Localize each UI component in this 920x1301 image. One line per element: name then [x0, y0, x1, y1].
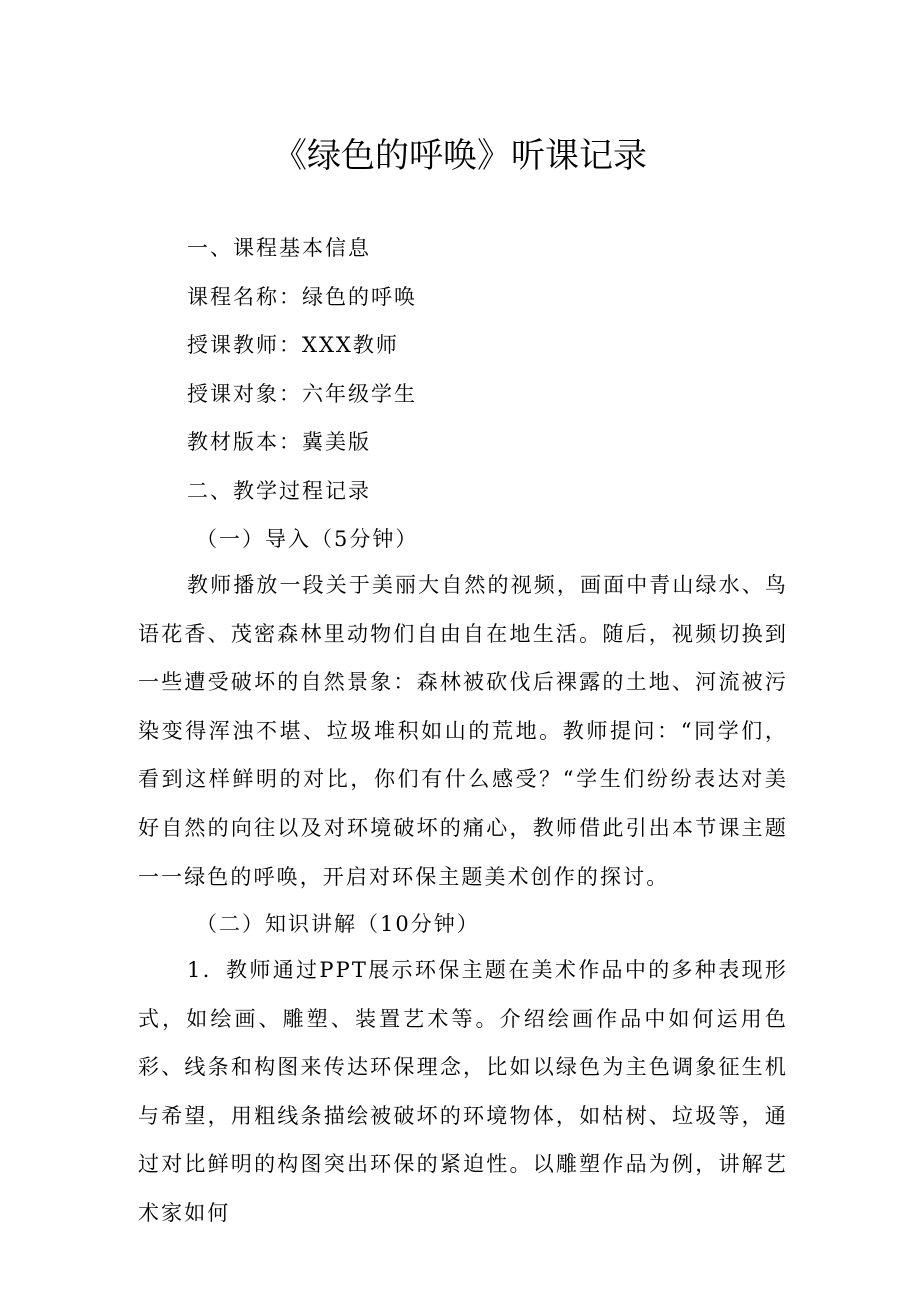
subsection-heading-knowledge: （二）知识讲解（10分钟）	[196, 912, 480, 936]
subsection-heading-intro: （一）导入（5分钟）	[196, 527, 419, 551]
course-name-line: 课程名称：绿色的呼唤	[187, 285, 417, 309]
audience-line: 授课对象：六年级学生	[187, 382, 417, 406]
textbook-line: 教材版本：冀美版	[187, 430, 371, 454]
teacher-line: 授课教师：XXX教师	[187, 333, 399, 357]
intro-paragraph: 教师播放一段关于美丽大自然的视频，画面中青山绿水、鸟语花香、茂密森林里动物们自由自在地生活。随后，视频切换到一些遭受破坏的自然景象：森林被砍伐后裸露的土地、河流被污染变得浑浊不堪、垃圾堆积如山的荒地。教师提问：“同学们，看到这样鲜明的对比，你们有什么感受？“学生们纷纷表达对美好自然的向往以及对环境破坏的痛心，教师借此引出本节课主题一一绿色的呼唤，开启对环保主题美术创作的探讨。	[138, 573, 788, 889]
section-heading-teaching-process: 二、教学过程记录	[187, 479, 371, 503]
document-title: 《绿色的呼唤》听课记录	[273, 136, 647, 176]
section-heading-basic-info: 一、课程基本信息	[187, 236, 371, 260]
knowledge-paragraph: 1．教师通过PPT展示环保主题在美术作品中的多种表现形式，如绘画、雕塑、装置艺术等。介绍绘画作品中如何运用色彩、线条和构图来传达环保理念，比如以绿色为主色调象征生机与希望，用粗线条描绘被破坏的环境物体，如枯树、垃圾等，通过对比鲜明的构图突出环保的紧迫性。以雕塑作品为例，讲解艺术家如何	[138, 958, 788, 1225]
